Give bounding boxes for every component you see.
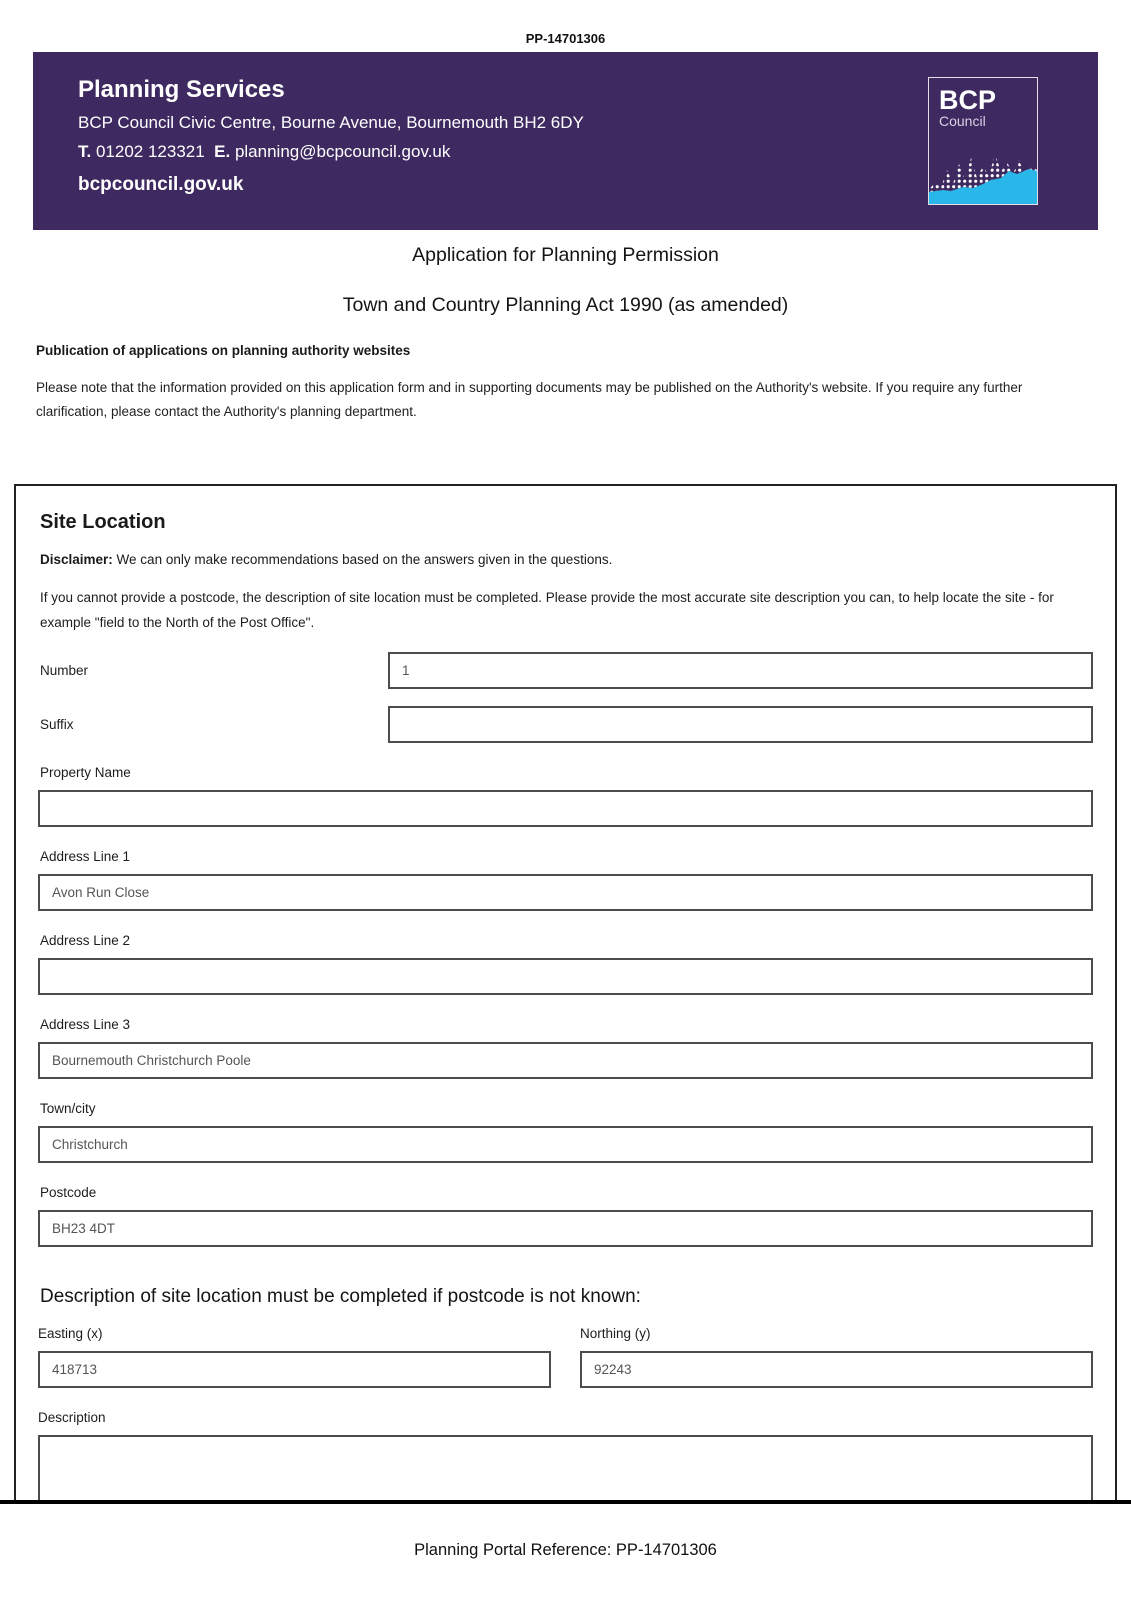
disclaimer-line <box>40 551 1093 568</box>
description-row <box>38 1409 1093 1500</box>
town-city-input[interactable] <box>38 1126 1093 1163</box>
address-line-3-input[interactable] <box>38 1042 1093 1079</box>
email-label: E. <box>214 142 231 161</box>
disclaimer-label: Disclaimer: <box>40 552 113 567</box>
description-label: Description <box>38 1410 106 1425</box>
address-line-2-label: Address Line 2 <box>40 933 131 948</box>
town-city-row <box>38 1100 1093 1163</box>
number-input[interactable] <box>388 652 1093 689</box>
easting-column <box>38 1325 551 1388</box>
disclaimer-text: We can only make recommendations based on the answers given in the questions. <box>112 552 613 567</box>
town-city-label: Town/city <box>40 1101 96 1116</box>
suffix-row <box>38 706 1093 743</box>
address-line-1-input[interactable] <box>38 874 1093 911</box>
property-name-label: Property Name <box>40 765 131 780</box>
application-title: Application for Planning Permission <box>412 244 719 266</box>
suffix-input[interactable] <box>388 706 1093 743</box>
contact-line <box>78 142 584 162</box>
description-requirement-heading: Description of site location must be completed if postcode is not known: <box>40 1286 641 1307</box>
site-location-heading: Site Location <box>40 511 166 533</box>
description-textarea[interactable] <box>38 1435 1093 1500</box>
address-line-1-row <box>38 848 1093 911</box>
phone-number: 01202 123321 <box>95 142 205 161</box>
council-website: bcpcouncil.gov.uk <box>78 174 244 195</box>
page-break-line <box>0 1500 1131 1504</box>
northing-column <box>580 1325 1093 1388</box>
department-title: Planning Services <box>78 76 285 103</box>
header-band <box>33 52 1098 230</box>
council-address: BCP Council Civic Centre, Bourne Avenue, Bournemouth BH2 6DY <box>78 113 584 132</box>
postcode-instructions: If you cannot provide a postcode, the description of site location must be completed. Please provide the most accurate site description you can, to help locate the site - for example "field to the North of the Post Office". <box>40 590 1054 630</box>
address-line-1-label: Address Line 1 <box>40 849 131 864</box>
planning-portal-reference-footer: Planning Portal Reference: PP-14701306 <box>414 1541 717 1559</box>
address-line-2-row <box>38 932 1093 995</box>
bcp-council-logo <box>928 77 1038 205</box>
email-address: planning@bcpcouncil.gov.uk <box>234 142 451 161</box>
logo-bcp-text: BCP <box>939 85 997 115</box>
phone-label: T. <box>78 142 92 161</box>
site-location-section <box>14 484 1117 1500</box>
postcode-input[interactable] <box>38 1210 1093 1247</box>
publication-heading: Publication of applications on planning authority websites <box>36 343 411 358</box>
northing-input[interactable] <box>580 1351 1093 1388</box>
number-row <box>38 652 1093 689</box>
northing-label: Northing (y) <box>580 1326 651 1341</box>
address-line-2-input[interactable] <box>38 958 1093 995</box>
address-line-3-row <box>38 1016 1093 1079</box>
suffix-label: Suffix <box>40 717 74 732</box>
address-line-3-label: Address Line 3 <box>40 1017 131 1032</box>
logo-council-text: Council <box>939 113 986 129</box>
easting-label: Easting (x) <box>38 1326 103 1341</box>
easting-input[interactable] <box>38 1351 551 1388</box>
postcode-label: Postcode <box>40 1185 97 1200</box>
number-label: Number <box>40 663 89 678</box>
logo-dots-wave-art <box>929 140 1037 204</box>
postcode-row <box>38 1184 1093 1247</box>
planning-portal-reference-top: PP-14701306 <box>525 31 606 46</box>
property-name-row <box>38 764 1093 827</box>
header-text-block <box>78 76 584 196</box>
property-name-input[interactable] <box>38 790 1093 827</box>
coordinates-row <box>38 1325 1093 1388</box>
act-subtitle: Town and Country Planning Act 1990 (as amended) <box>342 294 789 316</box>
publication-note: Please note that the information provided on this application form and in supporting documents may be published on the Authority's website. If you require any further clarification, please contact the Authority's planning department. <box>36 380 1023 419</box>
